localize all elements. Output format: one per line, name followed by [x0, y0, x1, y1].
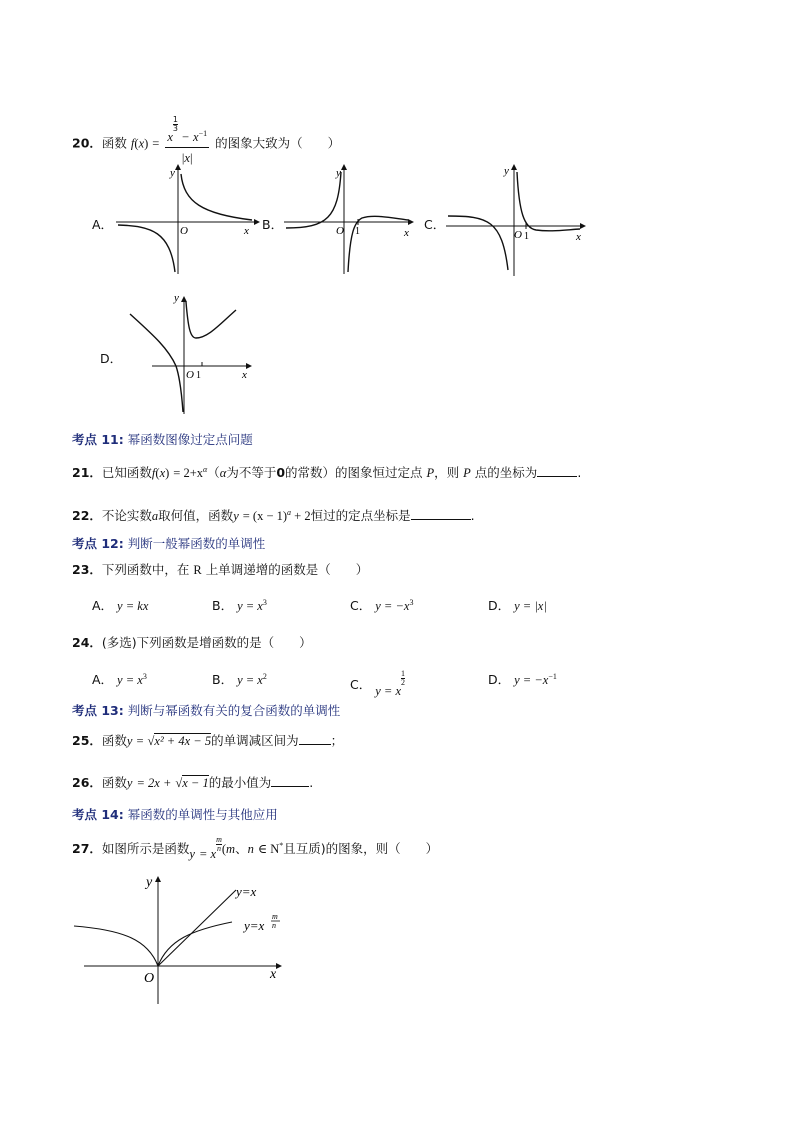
q21-text-5: ，则 — [434, 465, 460, 481]
q21-alpha: α — [219, 466, 227, 481]
q20-option-b-graph — [282, 162, 417, 280]
q21-eq: = 2+x — [173, 466, 204, 481]
q20-option-d-label: D． — [100, 351, 123, 366]
q21-point-p2: P — [463, 466, 471, 481]
q20-text-after: 的图象大致为（ ） — [215, 135, 341, 151]
q20-option-c-label: C． — [424, 217, 446, 232]
q23-option-d[interactable] — [488, 596, 547, 614]
q24-option-a[interactable] — [92, 670, 147, 688]
q20-num-base2: x — [193, 130, 199, 144]
topic-11-prefix: 考点 11: — [72, 432, 124, 447]
q24-option-b-exp: 2 — [262, 671, 267, 681]
q24-option-c-label: C． — [350, 677, 372, 692]
q22-text-2: 取何值，函数 — [158, 508, 234, 524]
q20-option-d-graph — [124, 286, 256, 418]
q23-option-b-exp: 3 — [262, 597, 267, 607]
q24-option-d-exp: −1 — [548, 671, 557, 681]
q27-line-label: y=x — [236, 884, 257, 899]
q20-num-exp2: −1 — [198, 128, 208, 138]
q20-text-before: 函数 — [101, 135, 127, 151]
q22-y: y — [233, 509, 239, 524]
q25-stem: 25．函数y = √x² + 4x − 5的单调减区间为 ； — [72, 733, 344, 748]
q26-stem: 26．函数y = 2x + √x − 1的最小值为 . — [72, 775, 314, 790]
q25-number: 25． — [72, 733, 102, 748]
q23-text-2: 上单调递增的函数是（ ） — [205, 562, 369, 577]
q23-option-d-label: D． — [488, 598, 511, 613]
q21-text-6: 点的坐标为 — [474, 465, 538, 481]
q27-number: 27． — [72, 841, 102, 857]
q26-radicand: x − 1 — [182, 776, 209, 790]
q24-text: (多选)下列函数是增函数的是（ ） — [101, 635, 312, 650]
q24-option-d-label: D． — [488, 672, 511, 687]
topic-11-text: 幂函数图像过定点问题 — [127, 432, 253, 447]
q26-answer-blank[interactable] — [271, 774, 309, 787]
q20-b-one: 1 — [355, 226, 360, 237]
q23-number: 23． — [72, 562, 102, 577]
q21-text-3: 为不等于 — [226, 465, 277, 481]
q23-stem — [72, 560, 368, 580]
q21-text-7: . — [577, 465, 582, 481]
q20-b-x-label: x — [404, 227, 409, 239]
q22-text-4: . — [470, 508, 475, 524]
q26-text-3: . — [309, 775, 314, 790]
q22-number: 22． — [72, 508, 102, 524]
q22-answer-blank[interactable] — [411, 507, 471, 520]
q20-den: x — [184, 151, 190, 165]
q20-minus: − — [181, 130, 190, 144]
q20-stem: 20．函数 f(x) = x $\frac{1}{3}$ − $x^{-1}$ |x| 的图象大致为（ ） — [72, 118, 340, 170]
q24-option-a-label: A． — [92, 672, 114, 687]
q20-func: f — [130, 136, 135, 151]
q20-eq: = — [152, 136, 160, 151]
q27-graph — [72, 870, 287, 1010]
q23-option-a[interactable] — [92, 596, 148, 614]
q27-curve-label: y=x — [244, 918, 265, 933]
topic-14-heading — [72, 805, 278, 825]
q21-answer-blank[interactable] — [537, 464, 577, 477]
q26-text-2: 的最小值为 — [208, 775, 272, 790]
q20-num-base: x — [167, 130, 173, 144]
q21-text-4: 的常数）的图象恒过定点 — [285, 465, 423, 481]
q27-curve-exp-n: n — [272, 921, 276, 930]
q20-option-a-label: A． — [92, 217, 114, 232]
q20-d-x-label: x — [242, 369, 247, 381]
q27-exp: $\frac{m}{n}$ — [216, 835, 222, 854]
q27-origin: O — [144, 971, 155, 986]
q23-option-c-expr: y = −x — [375, 599, 410, 613]
q20-d-y-label: y — [174, 292, 179, 304]
q24-option-d[interactable] — [488, 670, 557, 688]
q22-eq: = (x − 1) — [242, 509, 288, 524]
q23-option-c-exp: 3 — [409, 597, 414, 607]
topic-13-prefix: 考点 13: — [72, 703, 124, 718]
q23-option-a-expr: y = kx — [117, 599, 149, 613]
q20-a-origin: O — [180, 225, 188, 237]
q23-option-a-label: A． — [92, 598, 114, 613]
q20-b-origin: O — [336, 225, 344, 237]
q25-text-1: 函数 — [101, 733, 127, 748]
q21-zero: 0 — [276, 465, 286, 481]
q20-c-x-label: x — [576, 231, 581, 243]
q22-a: a — [151, 509, 159, 524]
q20-fraction: x $\frac{1}{3}$ − $x^{-1}$ |x| — [167, 115, 208, 165]
q27-paren: ( — [221, 842, 227, 857]
q24-option-c[interactable] — [350, 669, 405, 698]
q21-text-1: 已知函数 — [101, 465, 152, 481]
q21-stem: 21．已知函数$f(x) = 2+x^\alpha(\alpha$为不等于0的常数）的图象恒过定点 P，则 P 点的坐标为 . — [72, 465, 582, 481]
q23-text-1: 下列函数中，在 — [101, 562, 190, 577]
q23-real-set: R — [193, 563, 202, 577]
q25-text-3: ； — [330, 733, 344, 748]
q21-number: 21． — [72, 465, 102, 481]
q27-text-1: 如图所示是函数 — [101, 841, 190, 857]
q24-option-c-expr: y = x — [375, 684, 401, 698]
q21-func: f — [151, 466, 156, 481]
q27-m: m — [226, 842, 236, 857]
q27-star: * — [279, 841, 284, 850]
q24-option-a-exp: 3 — [142, 671, 147, 681]
topic-13-text: 判断与幂函数有关的复合函数的单调性 — [127, 703, 341, 718]
q20-option-a-graph — [112, 162, 262, 280]
q27-stem — [72, 835, 439, 862]
topic-12-prefix: 考点 12: — [72, 536, 124, 551]
q25-y: y — [126, 734, 133, 748]
topic-14-prefix: 考点 14: — [72, 807, 124, 822]
q22-stem — [72, 503, 475, 526]
q20-c-one: 1 — [524, 231, 529, 242]
q22-exp: a — [287, 508, 292, 517]
topic-12-heading — [72, 534, 265, 554]
q21-text-2: （ — [207, 465, 220, 481]
q21-var: x — [159, 466, 166, 481]
q20-d-origin: O — [186, 369, 194, 381]
q20-b-y-label: y — [336, 167, 341, 179]
q20-option-c-graph — [444, 160, 588, 280]
q20-c-y-label: y — [504, 165, 509, 177]
q27-curve-exp-m: m — [272, 912, 278, 921]
q24-number: 24． — [72, 635, 102, 650]
q20-d-one: 1 — [196, 370, 201, 381]
q27-y-label: y — [146, 875, 153, 890]
q20-num-exp: $\frac{1}{3}$ — [172, 115, 178, 133]
q26-text-1: 函数 — [101, 775, 127, 790]
topic-11-heading — [72, 430, 253, 450]
q24-stem — [72, 633, 312, 653]
q26-y: y — [126, 776, 133, 790]
q23-option-d-expr: y = |x| — [514, 599, 547, 613]
q24-option-d-expr: y = −x — [514, 673, 549, 687]
topic-14-text: 幂函数的单调性与其他应用 — [127, 807, 278, 822]
topic-13-heading — [72, 701, 340, 721]
q20-a-y-label: y — [170, 167, 175, 179]
q20-option-b-label: B． — [262, 217, 284, 232]
q20-c-origin: O — [514, 229, 522, 241]
q23-option-c-label: C． — [350, 598, 372, 613]
q22-tail: + 2 — [291, 509, 311, 524]
topic-12-text: 判断一般幂函数的单调性 — [127, 536, 266, 551]
q27-eq: = x — [198, 847, 217, 862]
q20-number: 20． — [72, 135, 102, 151]
q21-exp: α — [203, 465, 208, 474]
q23-option-c[interactable] — [350, 596, 413, 614]
q20-var: x — [138, 136, 145, 151]
q24-option-a-expr: y = x — [117, 673, 143, 687]
q25-eq: = — [136, 734, 144, 748]
q24-option-b-label: B． — [212, 672, 234, 687]
q23-option-b-expr: y = x — [237, 599, 263, 613]
q26-number: 26． — [72, 775, 102, 790]
q24-option-b-expr: y = x — [237, 673, 263, 687]
q27-text-3: 且互质)的图象，则（ ） — [283, 841, 439, 857]
q25-text-2: 的单调减区间为 — [211, 733, 299, 748]
q24-option-c-exp: $\frac{1}{2}$ — [401, 669, 405, 687]
q23-option-b[interactable] — [212, 596, 267, 614]
q22-text-3: 恒过的定点坐标是 — [310, 508, 411, 524]
q25-radicand: x² + 4x − 5 — [154, 734, 212, 748]
q27-x-label: x — [270, 967, 277, 982]
q20-a-x-label: x — [244, 225, 249, 237]
q21-point-p: P — [426, 466, 435, 481]
q26-eq: = 2x + — [136, 776, 172, 790]
q27-y: y — [189, 847, 195, 862]
q27-in-n: ∈ N — [257, 842, 280, 857]
q23-option-b-label: B． — [212, 598, 234, 613]
q24-option-b[interactable] — [212, 670, 267, 688]
q27-n: n — [247, 842, 254, 857]
q25-answer-blank[interactable] — [299, 732, 331, 745]
q27-sep: 、 — [235, 841, 248, 857]
q22-text-1: 不论实数 — [101, 508, 152, 524]
